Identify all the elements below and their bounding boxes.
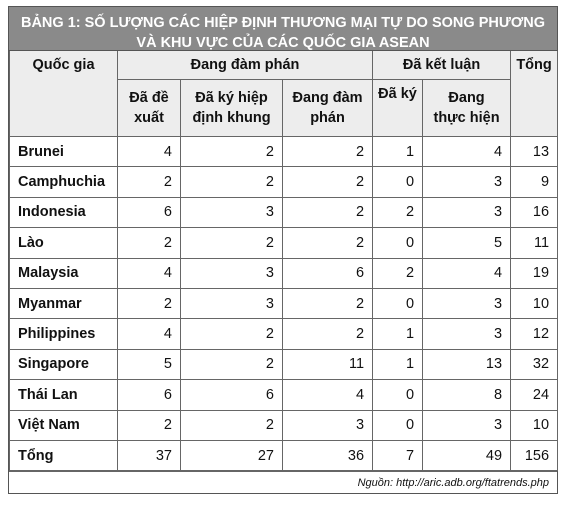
cell-value: 6 [283, 258, 373, 288]
header-concluded: Đã kết luận [373, 51, 511, 80]
header-framework-signed: Đã ký hiệp định khung [181, 80, 283, 137]
cell-value: 2 [283, 137, 373, 167]
cell-value: 0 [373, 228, 423, 258]
table-title-line-1: BẢNG 1: SỐ LƯỢNG CÁC HIỆP ĐỊNH THƯƠNG MẠI TỰ DO SONG PHƯƠNG [20, 15, 545, 31]
cell-value: 7 [373, 440, 423, 470]
cell-value: 2 [373, 197, 423, 227]
header-signed: Đã ký [373, 80, 423, 137]
table-title-line-2: VÀ KHU VỰC CỦA CÁC QUỐC GIA ASEAN [136, 35, 430, 51]
header-negotiating: Đang đàm phán [118, 51, 373, 80]
cell-value: 4 [118, 319, 181, 349]
cell-value: 4 [118, 137, 181, 167]
cell-value: 6 [118, 380, 181, 410]
cell-value: 37 [118, 440, 181, 470]
table-row [10, 228, 558, 258]
header-in-effect: Đang thực hiện [423, 80, 511, 137]
cell-value: 5 [423, 228, 511, 258]
cell-value: 2 [118, 228, 181, 258]
cell-value: 3 [181, 258, 283, 288]
cell-value: 3 [283, 410, 373, 440]
cell-country: Philippines [10, 319, 118, 349]
cell-value: 2 [283, 288, 373, 318]
cell-value: 3 [423, 197, 511, 227]
cell-value: 19 [511, 258, 558, 288]
table-row [10, 380, 558, 410]
cell-value: 2 [181, 319, 283, 349]
header-total: Tổng [511, 51, 558, 137]
cell-value: 1 [373, 319, 423, 349]
cell-country: Brunei [10, 137, 118, 167]
cell-value: 4 [423, 137, 511, 167]
cell-value: 2 [118, 288, 181, 318]
cell-value: 2 [283, 319, 373, 349]
cell-value: 2 [118, 410, 181, 440]
cell-value: 8 [423, 380, 511, 410]
cell-value: 11 [283, 349, 373, 379]
cell-country: Myanmar [10, 288, 118, 318]
cell-value: 3 [423, 167, 511, 197]
cell-value: 2 [283, 228, 373, 258]
cell-country: Thái Lan [10, 380, 118, 410]
cell-value: 6 [181, 380, 283, 410]
cell-value: 2 [181, 137, 283, 167]
table-row [10, 167, 558, 197]
cell-value: 2 [283, 167, 373, 197]
cell-value: 12 [511, 319, 558, 349]
table-row [10, 258, 558, 288]
cell-country: Camphuchia [10, 167, 118, 197]
cell-value: 4 [118, 258, 181, 288]
cell-value: 27 [181, 440, 283, 470]
cell-country: Indonesia [10, 197, 118, 227]
cell-value: 3 [423, 288, 511, 318]
table-row-total [10, 440, 558, 470]
table-row [10, 349, 558, 379]
cell-value: 0 [373, 288, 423, 318]
table-title [9, 7, 557, 51]
cell-value: 3 [181, 197, 283, 227]
table-row [10, 137, 558, 167]
cell-value: 10 [511, 410, 558, 440]
cell-value: 4 [283, 380, 373, 410]
cell-value: 16 [511, 197, 558, 227]
cell-value: 10 [511, 288, 558, 318]
table-row [10, 410, 558, 440]
source-note: Nguồn: http://aric.adb.org/ftatrends.php [9, 471, 557, 493]
cell-value: 3 [423, 410, 511, 440]
cell-value: 3 [181, 288, 283, 318]
cell-value: 13 [423, 349, 511, 379]
cell-value: 2 [181, 410, 283, 440]
cell-value: 2 [181, 167, 283, 197]
table-row [10, 288, 558, 318]
cell-country: Malaysia [10, 258, 118, 288]
header-proposed: Đã đề xuất [118, 80, 181, 137]
cell-country: Tổng [10, 440, 118, 470]
cell-value: 13 [511, 137, 558, 167]
cell-value: 1 [373, 137, 423, 167]
cell-country: Singapore [10, 349, 118, 379]
cell-value: 2 [118, 167, 181, 197]
table-body [10, 137, 558, 471]
cell-country: Việt Nam [10, 410, 118, 440]
table-row [10, 319, 558, 349]
cell-value: 11 [511, 228, 558, 258]
cell-value: 9 [511, 167, 558, 197]
cell-value: 24 [511, 380, 558, 410]
cell-value: 1 [373, 349, 423, 379]
cell-value: 5 [118, 349, 181, 379]
cell-value: 49 [423, 440, 511, 470]
cell-value: 2 [373, 258, 423, 288]
cell-value: 3 [423, 319, 511, 349]
cell-value: 2 [181, 349, 283, 379]
cell-value: 6 [118, 197, 181, 227]
cell-value: 36 [283, 440, 373, 470]
cell-value: 0 [373, 380, 423, 410]
cell-value: 156 [511, 440, 558, 470]
header-under-negotiation: Đang đàm phán [283, 80, 373, 137]
cell-value: 32 [511, 349, 558, 379]
table-row [10, 197, 558, 227]
cell-country: Lào [10, 228, 118, 258]
header-country: Quốc gia [10, 51, 118, 137]
cell-value: 2 [283, 197, 373, 227]
cell-value: 2 [181, 228, 283, 258]
cell-value: 4 [423, 258, 511, 288]
table-figure [8, 6, 558, 494]
cell-value: 0 [373, 410, 423, 440]
cell-value: 0 [373, 167, 423, 197]
fta-table [9, 51, 558, 471]
